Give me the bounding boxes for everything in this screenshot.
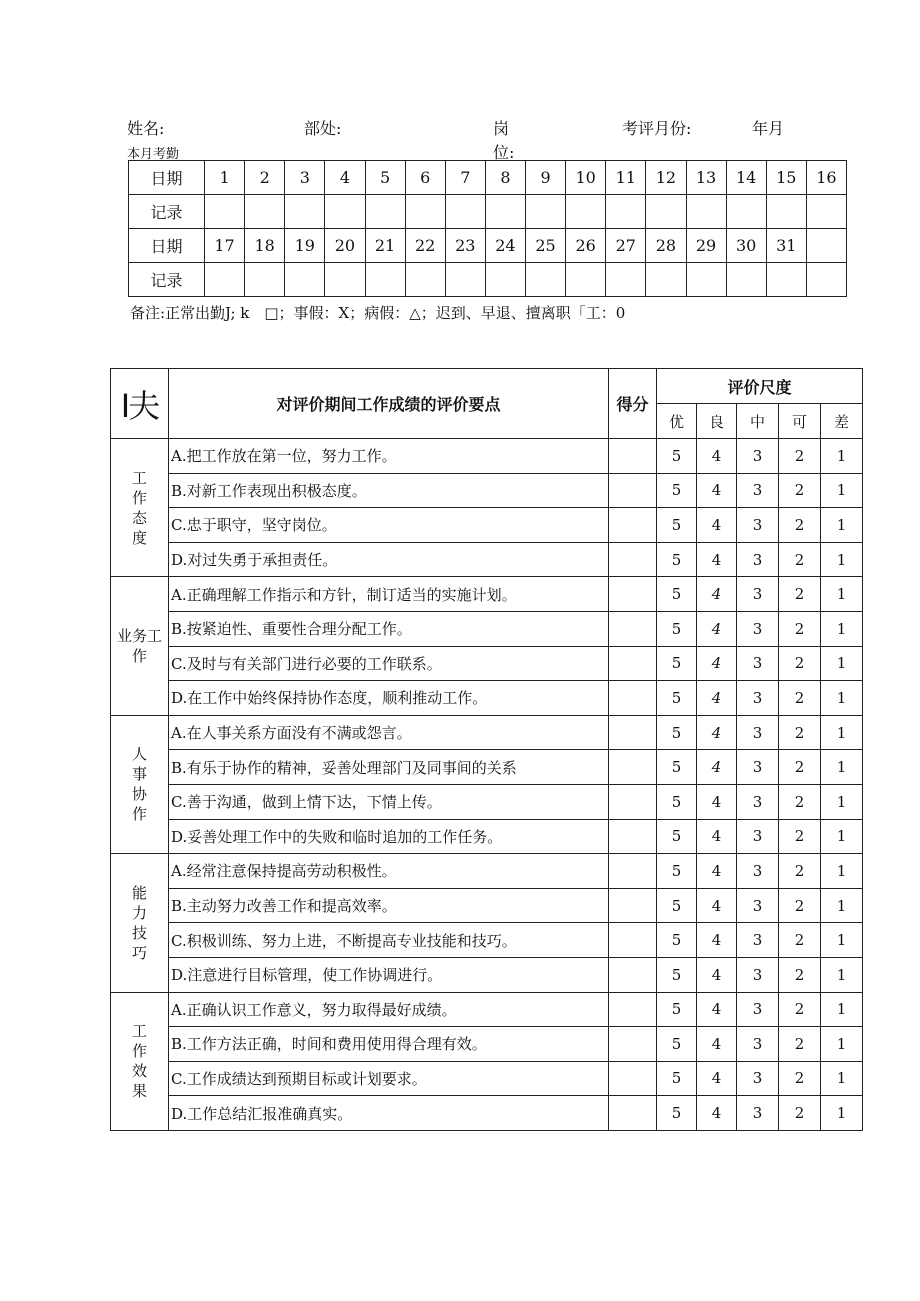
scale-title: 评价尺度: [657, 369, 863, 404]
scale-value[interactable]: 1: [821, 646, 863, 681]
evaluation-item: A.正确认识工作意义，努力取得最好成绩。: [169, 992, 609, 1027]
attendance-record-cell[interactable]: [646, 195, 686, 229]
attendance-record-cell[interactable]: [686, 263, 726, 297]
scale-value[interactable]: 1: [821, 819, 863, 854]
attendance-day-cell: 23: [445, 229, 485, 263]
attendance-record-cell[interactable]: [726, 263, 766, 297]
logo-text: I夫: [120, 386, 159, 425]
attendance-day-cell: 19: [285, 229, 325, 263]
evaluation-item: D.在工作中始终保持协作态度，顺利推动工作。: [169, 681, 609, 716]
category-cell: [111, 992, 169, 1130]
score-cell[interactable]: [609, 819, 657, 854]
scale-value[interactable]: 2: [779, 681, 821, 716]
attendance-note: 备注:正常出勤J; k □；事假：X；病假：△；迟到、早退、擅离职「工：0: [130, 304, 626, 322]
attendance-record-cell[interactable]: [365, 195, 405, 229]
scale-value[interactable]: 1: [821, 1061, 863, 1096]
attendance-record-cell[interactable]: [405, 195, 445, 229]
evaluation-row: [111, 577, 863, 612]
scale-value[interactable]: 2: [779, 819, 821, 854]
attendance-day-cell: 31: [766, 229, 806, 263]
evaluation-row: [111, 646, 863, 681]
scale-value[interactable]: 5: [657, 888, 697, 923]
scale-value[interactable]: 1: [821, 715, 863, 750]
evaluation-item: A.在人事关系方面没有不满或怨言。: [169, 715, 609, 750]
category-label: 人事协作: [131, 745, 147, 824]
evaluation-item: A.正确理解工作指示和方针，制订适当的实施计划。: [169, 577, 609, 612]
evaluation-row: [111, 439, 863, 474]
scale-value[interactable]: 2: [779, 439, 821, 474]
attendance-day-cell: 24: [485, 229, 525, 263]
scale-value[interactable]: 3: [737, 681, 779, 716]
evaluation-table: [110, 368, 863, 1131]
scale-value[interactable]: 3: [737, 508, 779, 543]
scale-label: 良: [697, 404, 737, 439]
evaluation-item: D.对过失勇于承担责任。: [169, 542, 609, 577]
evaluation-row: [111, 957, 863, 992]
year-month-label: 年月: [752, 119, 785, 138]
scale-value[interactable]: 4: [697, 888, 737, 923]
score-cell[interactable]: [609, 750, 657, 785]
scale-value[interactable]: 2: [779, 992, 821, 1027]
scale-value[interactable]: 5: [657, 473, 697, 508]
scale-value[interactable]: 4: [697, 542, 737, 577]
scale-value[interactable]: 5: [657, 1096, 697, 1131]
scale-value[interactable]: 2: [779, 784, 821, 819]
scale-value[interactable]: 5: [657, 1027, 697, 1062]
evaluation-points-header: 对评价期间工作成绩的评价要点: [169, 369, 609, 439]
scale-value[interactable]: 3: [737, 992, 779, 1027]
scale-value[interactable]: 5: [657, 611, 697, 646]
attendance-record-cell[interactable]: [445, 263, 485, 297]
scale-value[interactable]: 1: [821, 681, 863, 716]
scale-value[interactable]: 1: [821, 577, 863, 612]
attendance-day-cell: 28: [646, 229, 686, 263]
attendance-day-cell: 3: [285, 161, 325, 195]
attendance-day-cell: 26: [566, 229, 606, 263]
scale-value[interactable]: 5: [657, 439, 697, 474]
attendance-day-cell: 9: [526, 161, 566, 195]
scale-value[interactable]: 3: [737, 473, 779, 508]
scale-value[interactable]: 4: [697, 819, 737, 854]
evaluation-item: B.对新工作表现出积极态度。: [169, 473, 609, 508]
scale-value[interactable]: 2: [779, 542, 821, 577]
attendance-record-cell[interactable]: [485, 195, 525, 229]
score-cell[interactable]: [609, 888, 657, 923]
scale-value[interactable]: 2: [779, 750, 821, 785]
attendance-record-cell[interactable]: [806, 195, 846, 229]
evaluation-item: D.工作总结汇报准确真实。: [169, 1096, 609, 1131]
scale-value[interactable]: 5: [657, 681, 697, 716]
scale-value[interactable]: 2: [779, 1027, 821, 1062]
attendance-day-cell: 14: [726, 161, 766, 195]
attendance-day-cell: [806, 229, 846, 263]
scale-value[interactable]: 4: [697, 784, 737, 819]
scale-value[interactable]: 3: [737, 611, 779, 646]
scale-label: 可: [779, 404, 821, 439]
attendance-day-cell: 8: [485, 161, 525, 195]
score-cell[interactable]: [609, 992, 657, 1027]
scale-value[interactable]: 3: [737, 1096, 779, 1131]
score-cell[interactable]: [609, 784, 657, 819]
score-cell[interactable]: [609, 473, 657, 508]
scale-label: 优: [657, 404, 697, 439]
score-cell[interactable]: [609, 646, 657, 681]
category-label: 工作效果: [131, 1022, 147, 1101]
attendance-record-cell[interactable]: [285, 263, 325, 297]
evaluation-row: [111, 508, 863, 543]
scale-value[interactable]: 1: [821, 992, 863, 1027]
attendance-day-cell: 12: [646, 161, 686, 195]
scale-value[interactable]: 3: [737, 715, 779, 750]
score-cell[interactable]: [609, 439, 657, 474]
attendance-record-cell[interactable]: [566, 195, 606, 229]
attendance-day-cell: 25: [526, 229, 566, 263]
scale-value[interactable]: 1: [821, 854, 863, 889]
scale-value[interactable]: 4: [697, 681, 737, 716]
attendance-day-cell: 30: [726, 229, 766, 263]
scale-value[interactable]: 2: [779, 508, 821, 543]
scale-value[interactable]: 5: [657, 854, 697, 889]
attendance-record-row-2: [129, 263, 847, 297]
attendance-day-cell: 16: [806, 161, 846, 195]
scale-value[interactable]: 3: [737, 646, 779, 681]
attendance-day-cell: 5: [365, 161, 405, 195]
attendance-date-row-2: [129, 229, 847, 263]
evaluation-row: [111, 1096, 863, 1131]
score-cell[interactable]: [609, 1027, 657, 1062]
scale-value[interactable]: 1: [821, 611, 863, 646]
attendance-day-cell: 21: [365, 229, 405, 263]
scale-value[interactable]: 4: [697, 611, 737, 646]
evaluation-row: [111, 715, 863, 750]
department-label: 部处:: [304, 119, 342, 138]
evaluation-item: B.按紧迫性、重要性合理分配工作。: [169, 611, 609, 646]
evaluation-item: A.把工作放在第一位，努力工作。: [169, 439, 609, 474]
scale-value[interactable]: 5: [657, 819, 697, 854]
attendance-day-cell: 10: [566, 161, 606, 195]
attendance-day-cell: 4: [325, 161, 365, 195]
attendance-day-cell: 13: [686, 161, 726, 195]
attendance-record-cell[interactable]: [245, 195, 285, 229]
score-cell[interactable]: [609, 577, 657, 612]
attendance-day-cell: 20: [325, 229, 365, 263]
evaluation-item: D.妥善处理工作中的失败和临时追加的工作任务。: [169, 819, 609, 854]
evaluation-row: [111, 473, 863, 508]
score-cell[interactable]: [609, 508, 657, 543]
attendance-day-cell: 29: [686, 229, 726, 263]
post-label-top: 岗: [493, 119, 510, 138]
scale-value[interactable]: 3: [737, 542, 779, 577]
scale-value[interactable]: 5: [657, 542, 697, 577]
score-cell[interactable]: [609, 923, 657, 958]
record-label: 记录: [129, 195, 205, 229]
scale-value[interactable]: 1: [821, 439, 863, 474]
attendance-record-cell[interactable]: [526, 195, 566, 229]
scale-value[interactable]: 3: [737, 439, 779, 474]
scale-value[interactable]: 3: [737, 888, 779, 923]
scale-value[interactable]: 1: [821, 957, 863, 992]
category-cell: [111, 715, 169, 853]
scale-value[interactable]: 5: [657, 957, 697, 992]
date-label: 日期: [129, 229, 205, 263]
attendance-day-cell: 22: [405, 229, 445, 263]
scale-value[interactable]: 2: [779, 1096, 821, 1131]
score-cell[interactable]: [609, 542, 657, 577]
evaluation-row: [111, 1027, 863, 1062]
score-header: 得分: [609, 369, 657, 439]
scale-value[interactable]: 4: [697, 750, 737, 785]
scale-value[interactable]: 3: [737, 577, 779, 612]
attendance-record-cell[interactable]: [325, 195, 365, 229]
scale-value[interactable]: 4: [697, 957, 737, 992]
scale-value[interactable]: 5: [657, 577, 697, 612]
scale-value[interactable]: 5: [657, 508, 697, 543]
category-cell: [111, 854, 169, 992]
post-label-bottom: 位:: [493, 143, 515, 162]
category-cell: [111, 439, 169, 577]
scale-value[interactable]: 4: [697, 577, 737, 612]
attendance-record-cell[interactable]: [485, 263, 525, 297]
scale-value[interactable]: 4: [697, 646, 737, 681]
attendance-date-row-1: [129, 161, 847, 195]
scale-value[interactable]: 4: [697, 854, 737, 889]
attendance-table: [128, 160, 847, 297]
scale-value[interactable]: 3: [737, 750, 779, 785]
evaluation-row: [111, 888, 863, 923]
category-label: 能力技巧: [131, 883, 147, 962]
evaluation-item: A.经常注意保持提高劳动积极性。: [169, 854, 609, 889]
attendance-record-cell[interactable]: [686, 195, 726, 229]
evaluation-month-label: 考评月份:: [622, 119, 692, 138]
evaluation-row: [111, 992, 863, 1027]
scale-value[interactable]: 5: [657, 750, 697, 785]
scale-value[interactable]: 5: [657, 784, 697, 819]
evaluation-item: C.积极训练、努力上进，不断提高专业技能和技巧。: [169, 923, 609, 958]
attendance-record-cell[interactable]: [325, 263, 365, 297]
scale-value[interactable]: 2: [779, 854, 821, 889]
category-cell: [111, 577, 169, 715]
attendance-record-cell[interactable]: [766, 195, 806, 229]
scale-value[interactable]: 2: [779, 646, 821, 681]
category-label: 业务工作: [116, 627, 162, 666]
attendance-day-cell: 27: [606, 229, 646, 263]
scale-value[interactable]: 5: [657, 646, 697, 681]
attendance-record-row-1: [129, 195, 847, 229]
scale-value[interactable]: 4: [697, 1027, 737, 1062]
evaluation-item: C.及时与有关部门进行必要的工作联系。: [169, 646, 609, 681]
attendance-record-cell[interactable]: [606, 263, 646, 297]
scale-value[interactable]: 5: [657, 923, 697, 958]
attendance-record-cell[interactable]: [726, 195, 766, 229]
scale-value[interactable]: 2: [779, 577, 821, 612]
score-cell[interactable]: [609, 957, 657, 992]
attendance-day-cell: 1: [205, 161, 245, 195]
scale-value[interactable]: 1: [821, 923, 863, 958]
score-cell[interactable]: [609, 854, 657, 889]
attendance-record-cell[interactable]: [245, 263, 285, 297]
scale-value[interactable]: 4: [697, 1061, 737, 1096]
scale-value[interactable]: 1: [821, 888, 863, 923]
attendance-caption: 本月考勤: [127, 147, 180, 162]
attendance-record-cell[interactable]: [806, 263, 846, 297]
attendance-day-cell: 11: [606, 161, 646, 195]
evaluation-row: [111, 611, 863, 646]
scale-value[interactable]: 4: [697, 923, 737, 958]
attendance-day-cell: 15: [766, 161, 806, 195]
scale-value[interactable]: 1: [821, 1027, 863, 1062]
score-cell[interactable]: [609, 715, 657, 750]
attendance-record-cell[interactable]: [526, 263, 566, 297]
scale-value[interactable]: 1: [821, 1096, 863, 1131]
scale-value[interactable]: 2: [779, 888, 821, 923]
scale-value[interactable]: 3: [737, 1061, 779, 1096]
scale-value[interactable]: 2: [779, 473, 821, 508]
evaluation-row: [111, 681, 863, 716]
evaluation-row: [111, 854, 863, 889]
attendance-record-cell[interactable]: [566, 263, 606, 297]
evaluation-item: D.注意进行目标管理，使工作协调进行。: [169, 957, 609, 992]
evaluation-row: [111, 1061, 863, 1096]
scale-value[interactable]: 3: [737, 923, 779, 958]
attendance-day-cell: 18: [245, 229, 285, 263]
scale-value[interactable]: 3: [737, 784, 779, 819]
record-label: 记录: [129, 263, 205, 297]
evaluation-row: [111, 923, 863, 958]
attendance-record-cell[interactable]: [766, 263, 806, 297]
evaluation-item: C.善于沟通，做到上情下达，下情上传。: [169, 784, 609, 819]
scale-value[interactable]: 3: [737, 957, 779, 992]
attendance-day-cell: 7: [445, 161, 485, 195]
logo-cell: [111, 369, 169, 439]
evaluation-item: C.工作成绩达到预期目标或计划要求。: [169, 1061, 609, 1096]
attendance-record-cell[interactable]: [405, 263, 445, 297]
evaluation-row: [111, 542, 863, 577]
attendance-record-cell[interactable]: [365, 263, 405, 297]
score-cell[interactable]: [609, 1096, 657, 1131]
scale-value[interactable]: 5: [657, 1061, 697, 1096]
evaluation-row: [111, 819, 863, 854]
attendance-record-cell[interactable]: [285, 195, 325, 229]
scale-value[interactable]: 4: [697, 508, 737, 543]
name-label: 姓名:: [127, 119, 165, 138]
attendance-record-cell[interactable]: [445, 195, 485, 229]
score-cell[interactable]: [609, 611, 657, 646]
scale-value[interactable]: 4: [697, 439, 737, 474]
evaluation-row: [111, 750, 863, 785]
attendance-record-cell[interactable]: [205, 195, 245, 229]
scale-label: 中: [737, 404, 779, 439]
attendance-record-cell[interactable]: [205, 263, 245, 297]
scale-value[interactable]: 2: [779, 715, 821, 750]
category-label: 工作态度: [131, 468, 147, 547]
scale-value[interactable]: 3: [737, 1027, 779, 1062]
attendance-day-cell: 17: [205, 229, 245, 263]
scale-value[interactable]: 3: [737, 819, 779, 854]
attendance-record-cell[interactable]: [646, 263, 686, 297]
evaluation-item: B.主动努力改善工作和提高效率。: [169, 888, 609, 923]
scale-value[interactable]: 2: [779, 1061, 821, 1096]
attendance-day-cell: 6: [405, 161, 445, 195]
score-cell[interactable]: [609, 1061, 657, 1096]
scale-value[interactable]: 4: [697, 992, 737, 1027]
scale-value[interactable]: 2: [779, 611, 821, 646]
evaluation-item: C.忠于职守，坚守岗位。: [169, 508, 609, 543]
scale-value[interactable]: 2: [779, 923, 821, 958]
scale-value[interactable]: 4: [697, 715, 737, 750]
scale-value[interactable]: 2: [779, 957, 821, 992]
scale-value[interactable]: 5: [657, 992, 697, 1027]
date-label: 日期: [129, 161, 205, 195]
scale-value[interactable]: 1: [821, 542, 863, 577]
attendance-record-cell[interactable]: [606, 195, 646, 229]
evaluation-row: [111, 784, 863, 819]
scale-label: 差: [821, 404, 863, 439]
scale-value[interactable]: 4: [697, 1096, 737, 1131]
scale-value[interactable]: 1: [821, 473, 863, 508]
scale-value[interactable]: 5: [657, 715, 697, 750]
scale-value[interactable]: 1: [821, 784, 863, 819]
scale-value[interactable]: 3: [737, 854, 779, 889]
attendance-day-cell: 2: [245, 161, 285, 195]
evaluation-item: B.有乐于协作的精神，妥善处理部门及同事间的关系: [169, 750, 609, 785]
scale-value[interactable]: 4: [697, 473, 737, 508]
evaluation-item: B.工作方法正确，时间和费用使用得合理有效。: [169, 1027, 609, 1062]
scale-value[interactable]: 1: [821, 750, 863, 785]
score-cell[interactable]: [609, 681, 657, 716]
scale-value[interactable]: 1: [821, 508, 863, 543]
